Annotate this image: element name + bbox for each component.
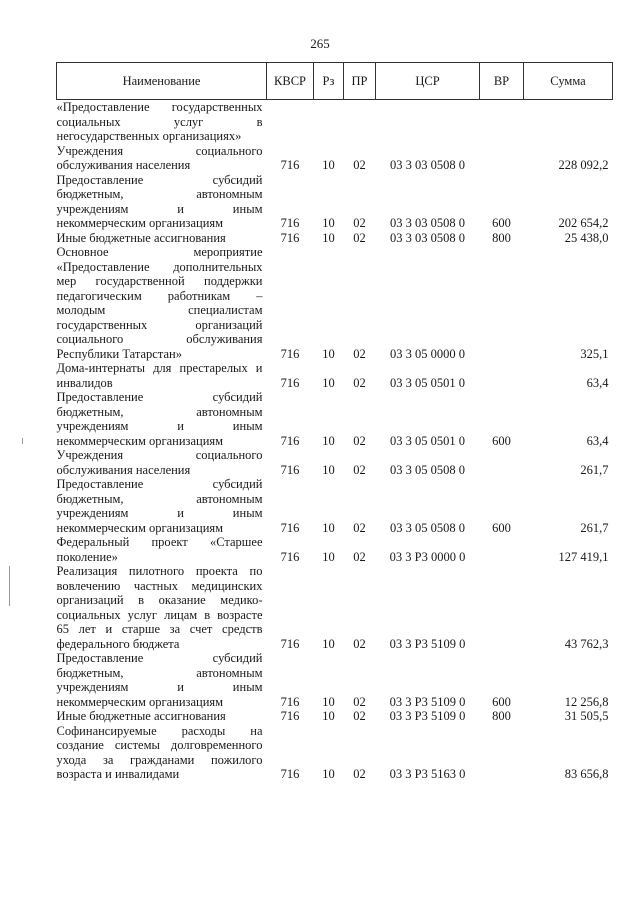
row-rz: 10 (322, 767, 335, 781)
row-name-line: Софинансируемые расходы на (56, 723, 263, 738)
row-name-line: вовлечению частных медицинских (56, 578, 263, 593)
row-name-line: «Предоставление государственных (56, 100, 263, 114)
row-pr: 02 (353, 520, 366, 535)
row-sum: 261,7 (580, 462, 609, 477)
row-name (57, 724, 267, 782)
row-name-line: социальных услуг в (56, 114, 263, 129)
row-name (57, 535, 267, 564)
header-kvsr: КВСР (267, 63, 314, 100)
row-name-line: Предоставление субсидий (56, 651, 263, 665)
row-csr: 03 3 05 0000 0 (390, 346, 465, 361)
row-csr: 03 3 P3 5109 0 (389, 636, 466, 651)
row-name-line: Республики Татарстан» (56, 346, 182, 361)
table-row (57, 709, 613, 724)
row-name (57, 709, 267, 724)
row-name-line: бюджетным, автономным (56, 187, 263, 201)
row-kvsr: 716 (280, 230, 300, 245)
row-name-line: Учреждения социального (56, 143, 263, 158)
row-kvsr: 716 (280, 709, 300, 723)
row-name-line: обслуживания населения (56, 158, 191, 172)
page-number: 265 (310, 36, 330, 51)
row-csr: 03 3 P3 0000 0 (389, 549, 466, 564)
row-name (57, 390, 267, 448)
row-csr: 03 3 05 0508 0 (390, 462, 465, 477)
row-sum: 261,7 (580, 520, 609, 535)
header-rz: Рз (314, 63, 344, 100)
row-kvsr: 716 (280, 433, 300, 448)
row-csr: 03 3 05 0501 0 (390, 375, 465, 390)
row-vr (480, 100, 524, 144)
row-csr: 03 3 P3 5109 0 (389, 709, 466, 723)
row-name-line: Иные бюджетные ассигнования (56, 230, 226, 245)
row-csr: 03 3 05 0501 0 (390, 433, 465, 448)
row-vr: 800 (492, 230, 511, 245)
table-row (57, 477, 613, 535)
row-pr: 02 (353, 216, 366, 230)
row-name-line: возраста и инвалидами (56, 767, 180, 781)
table-row (57, 390, 613, 448)
row-kvsr: 716 (280, 767, 300, 781)
row-name-line: Основное мероприятие (56, 245, 263, 259)
row-sum: 63,4 (586, 375, 609, 390)
row-pr: 02 (353, 549, 366, 564)
row-vr: 600 (492, 694, 511, 709)
row-kvsr: 716 (280, 158, 300, 172)
row-pr: 02 (353, 709, 366, 723)
row-sum: 127 419,1 (558, 549, 609, 564)
budget-table (56, 62, 613, 782)
row-name-line: некоммерческим организациям (56, 520, 224, 535)
header-vr: ВР (480, 63, 524, 100)
row-name (57, 651, 267, 709)
row-pr: 02 (353, 462, 366, 477)
row-sum: 83 656,8 (564, 767, 609, 781)
table-row (57, 361, 613, 390)
row-vr: 800 (492, 709, 511, 723)
row-pr: 02 (353, 230, 366, 245)
row-kvsr: 716 (280, 520, 300, 535)
row-name-line: государственных организаций (56, 317, 263, 332)
row-kvsr: 716 (280, 462, 300, 477)
row-name-line: Реализация пилотного проекта по (56, 564, 263, 578)
row-rz: 10 (322, 520, 335, 535)
row-name (57, 448, 267, 477)
row-vr (480, 564, 524, 651)
header-pr: ПР (344, 63, 376, 100)
table-row (57, 231, 613, 246)
row-csr: 03 3 03 0508 0 (390, 230, 465, 245)
row-rz: 10 (322, 462, 335, 477)
table-row (57, 448, 613, 477)
row-name-line: учреждениям и иным (56, 419, 263, 433)
row-csr: 03 3 P3 5109 0 (389, 694, 466, 709)
table-row (57, 173, 613, 231)
row-name-line: поколение» (56, 549, 118, 564)
row-rz: 10 (322, 694, 335, 709)
row-rz: 10 (322, 433, 335, 448)
row-name-line: молодым специалистам (56, 303, 263, 317)
row-name-line: ухода за гражданами пожилого (56, 752, 263, 767)
row-name-line: некоммерческим организациям (56, 216, 224, 230)
row-name-line: мер государственной поддержки (56, 274, 263, 288)
row-name-line: бюджетным, автономным (56, 404, 263, 419)
header-sum: Сумма (524, 63, 613, 100)
row-name-line: создание системы долговременного (56, 738, 263, 752)
row-csr: 03 3 05 0508 0 (390, 520, 465, 535)
row-rz (314, 100, 344, 144)
row-rz: 10 (322, 346, 335, 361)
row-name-line: инвалидов (56, 375, 113, 390)
row-sum: 12 256,8 (564, 694, 609, 709)
row-name (57, 477, 267, 535)
row-kvsr: 716 (280, 216, 300, 230)
row-kvsr (267, 100, 314, 144)
row-kvsr: 716 (280, 375, 300, 390)
row-kvsr: 716 (280, 549, 300, 564)
row-kvsr: 716 (280, 694, 300, 709)
table-row (57, 651, 613, 709)
row-rz: 10 (322, 216, 335, 230)
row-sum: 63,4 (586, 433, 609, 448)
table-row (57, 100, 613, 144)
row-name-line: Учреждения социального (56, 448, 263, 462)
row-name-line: «Предоставление дополнительных (56, 259, 263, 274)
row-kvsr: 716 (280, 636, 300, 651)
row-name-line: некоммерческим организациям (56, 433, 224, 448)
row-pr: 02 (353, 346, 366, 361)
row-sum: 325,1 (580, 346, 609, 361)
row-vr (480, 144, 524, 173)
row-name-line: Предоставление субсидий (56, 477, 263, 491)
table-row (57, 535, 613, 564)
table-header-row (57, 63, 613, 100)
row-name-line: Предоставление субсидий (56, 172, 263, 187)
row-name-line: обслуживания населения (56, 462, 191, 477)
row-name-line: негосударственных организациях» (56, 129, 242, 143)
row-csr: 03 3 03 0508 0 (390, 158, 465, 172)
row-pr: 02 (353, 158, 366, 172)
row-pr (344, 100, 376, 144)
row-rz: 10 (322, 636, 335, 651)
table-body (57, 100, 613, 782)
row-rz: 10 (322, 158, 335, 172)
row-name-line: Дома-интернаты для престарелых и (56, 361, 263, 375)
row-name (57, 173, 267, 231)
row-rz: 10 (322, 230, 335, 245)
row-vr: 600 (492, 433, 511, 448)
row-name-line: организаций в оказание медико- (56, 593, 263, 607)
row-name-line: бюджетным, автономным (56, 665, 263, 680)
row-vr (480, 535, 524, 564)
row-csr (376, 100, 480, 144)
row-name (57, 100, 267, 144)
table-row (57, 144, 613, 173)
row-name-line: 65 лет и старше за счет средств (56, 622, 263, 636)
table-row (57, 724, 613, 782)
row-name (57, 144, 267, 173)
row-name (57, 564, 267, 651)
row-vr (480, 245, 524, 361)
row-name (57, 231, 267, 246)
row-vr (480, 724, 524, 782)
row-name-line: учреждениям и иным (56, 680, 263, 694)
row-name (57, 245, 267, 361)
row-name-line: Федеральный проект «Старшее (56, 535, 263, 549)
row-name-line: учреждениям и иным (56, 506, 263, 520)
row-sum: 25 438,0 (564, 230, 609, 245)
row-pr: 02 (353, 694, 366, 709)
row-name-line: некоммерческим организациям (56, 694, 224, 709)
row-pr: 02 (353, 636, 366, 651)
row-sum: 31 505,5 (564, 709, 609, 723)
row-rz: 10 (322, 549, 335, 564)
scan-artifact (22, 438, 23, 444)
row-name-line: социального обслуживания (56, 332, 263, 346)
row-vr: 600 (492, 520, 511, 535)
row-pr: 02 (353, 433, 366, 448)
row-vr: 600 (492, 216, 511, 230)
row-pr: 02 (353, 767, 366, 781)
row-csr: 03 3 P3 5163 0 (389, 767, 466, 781)
row-vr (480, 361, 524, 390)
row-name-line: бюджетным, автономным (56, 491, 263, 506)
scan-artifact (9, 566, 10, 606)
header-name: Наименование (57, 63, 267, 100)
table-row (57, 564, 613, 651)
row-sum: 202 654,2 (558, 216, 609, 230)
row-sum (524, 100, 613, 144)
row-name-line: Предоставление субсидий (56, 390, 263, 404)
row-csr: 03 3 03 0508 0 (390, 216, 465, 230)
row-pr: 02 (353, 375, 366, 390)
row-rz: 10 (322, 375, 335, 390)
row-vr (480, 448, 524, 477)
header-csr: ЦСР (376, 63, 480, 100)
row-kvsr: 716 (280, 346, 300, 361)
row-name (57, 361, 267, 390)
row-name-line: учреждениям и иным (56, 201, 263, 216)
row-sum: 43 762,3 (564, 636, 609, 651)
row-name-line: педагогическим работникам – (56, 288, 263, 303)
row-name-line: федерального бюджета (56, 636, 180, 651)
row-sum: 228 092,2 (558, 158, 609, 172)
row-name-line: социальных услуг лицам в возрасте (56, 607, 263, 622)
row-rz: 10 (322, 709, 335, 723)
table-row (57, 245, 613, 361)
row-name-line: Иные бюджетные ассигнования (56, 709, 226, 723)
